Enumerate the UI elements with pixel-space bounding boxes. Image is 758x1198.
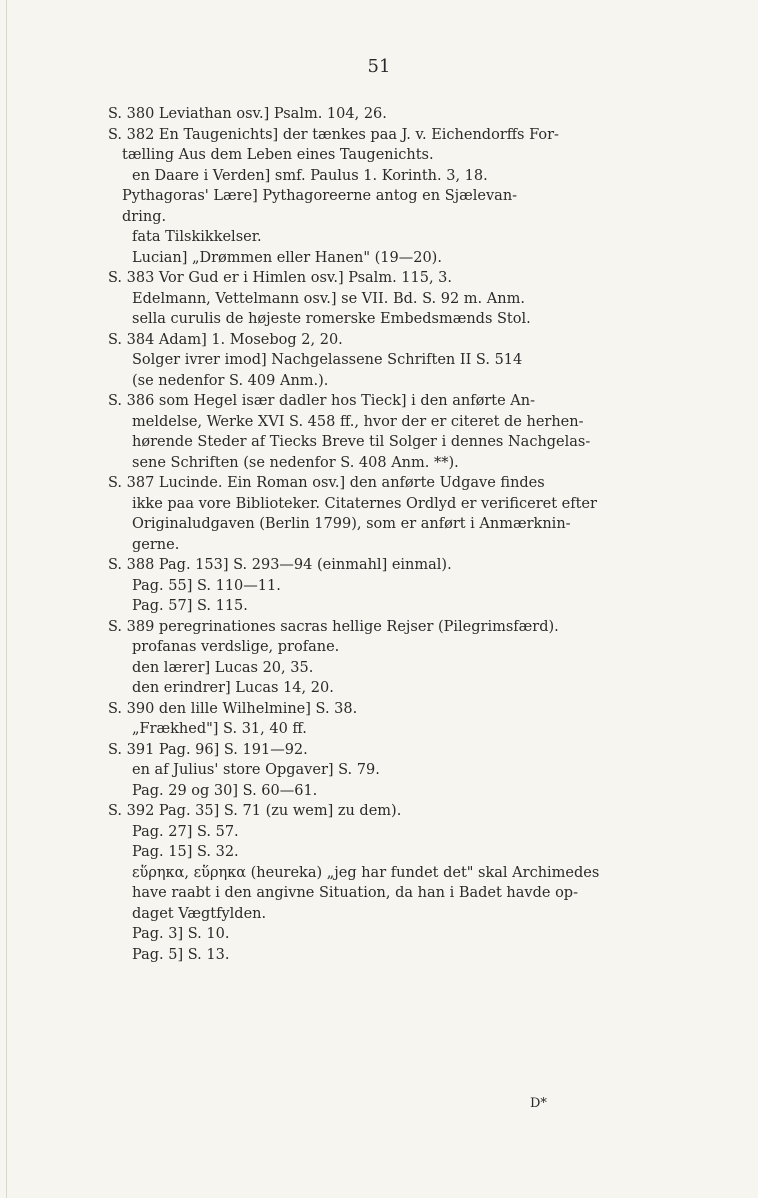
note-line: S. 384 Adam] 1. Mosebog 2, 20. [108, 331, 343, 348]
note-line: Edelmann, Vettelmann osv.] se VII. Bd. S. 92 m. Anm. [132, 290, 525, 307]
notes-body [108, 104, 668, 965]
note-line: (se nedenfor S. 409 Anm.). [132, 372, 329, 389]
note-line: S. 382 En Taugenichts] der tænkes paa J. v. Eichendorffs For- [108, 126, 559, 143]
note-line: S. 388 Pag. 153] S. 293—94 (einmahl] einmal). [108, 557, 452, 573]
note-line: S. 390 den lille Wilhelmine] S. 38. [108, 700, 358, 717]
page-edge-rule [6, 0, 7, 1198]
note-line: Pythagoras' Lære] Pythagoreerne antog en Sjælevan- [122, 188, 518, 204]
note-line: tælling Aus dem Leben eines Taugenichts. [122, 147, 434, 163]
note-line: daget Vægtfylden. [132, 905, 267, 922]
note-line: have raabt i den angivne Situation, da han i Badet havde op- [132, 885, 578, 901]
note-line: S. 389 peregrinationes sacras hellige Rejser (Pilegrimsfærd). [108, 618, 559, 635]
note-line: Pag. 29 og 30] S. 60—61. [132, 782, 318, 799]
note-line: Solger ivrer imod] Nachgelassene Schriften II S. 514 [132, 352, 523, 368]
note-line: meldelse, Werke XVI S. 458 ff., hvor der er citeret de herhen- [132, 413, 584, 430]
note-line: Pag. 5] S. 13. [132, 946, 230, 963]
note-line: hørende Steder af Tiecks Breve til Solger i dennes Nachgelas- [132, 434, 591, 450]
note-line: en af Julius' store Opgaver] S. 79. [132, 762, 380, 778]
note-line: S. 380 Leviathan osv.] Psalm. 104, 26. [108, 106, 387, 122]
note-line: fata Tilskikkelser. [132, 229, 262, 245]
note-line: sella curulis de højeste romerske Embedsmænds Stol. [132, 311, 531, 327]
note-line: den erindrer] Lucas 14, 20. [132, 680, 334, 696]
note-line: εὕρηκα, εὕρηκα (heureka) „jeg har fundet det" skal Archimedes [132, 864, 600, 881]
note-line: Pag. 55] S. 110—11. [132, 577, 281, 594]
note-line: „Frækhed"] S. 31, 40 ff. [132, 721, 307, 737]
note-line: dring. [122, 208, 167, 225]
note-line: en Daare i Verden] smf. Paulus 1. Korinth. 3, 18. [132, 167, 488, 184]
note-line: S. 386 som Hegel især dadler hos Tieck] i den anførte An- [108, 393, 535, 409]
note-line: ikke paa vore Biblioteker. Citaternes Ordlyd er verificeret efter [132, 495, 597, 512]
note-line: Originaludgaven (Berlin 1799), som er anført i Anmærknin- [132, 516, 571, 532]
note-line: sene Schriften (se nedenfor S. 408 Anm. **). [132, 454, 459, 471]
signature-mark: D* [530, 1096, 547, 1111]
note-line: S. 392 Pag. 35] S. 71 (zu wem] zu dem). [108, 803, 402, 819]
note-line: den lærer] Lucas 20, 35. [132, 659, 314, 676]
note-line: Lucian] „Drømmen eller Hanen" (19—20). [132, 249, 442, 266]
note-line: Pag. 27] S. 57. [132, 823, 239, 840]
note-line: gerne. [132, 536, 180, 553]
note-line: S. 383 Vor Gud er i Himlen osv.] Psalm. 115, 3. [108, 270, 453, 286]
note-line: profanas verdslige, profane. [132, 639, 340, 655]
note-line: Pag. 15] S. 32. [132, 844, 239, 860]
note-line: Pag. 57] S. 115. [132, 598, 248, 614]
note-line: S. 387 Lucinde. Ein Roman osv.] den anførte Udgave findes [108, 475, 545, 491]
note-line: S. 391 Pag. 96] S. 191—92. [108, 741, 308, 758]
page-number: 51 [367, 56, 391, 77]
note-line: Pag. 3] S. 10. [132, 926, 230, 942]
